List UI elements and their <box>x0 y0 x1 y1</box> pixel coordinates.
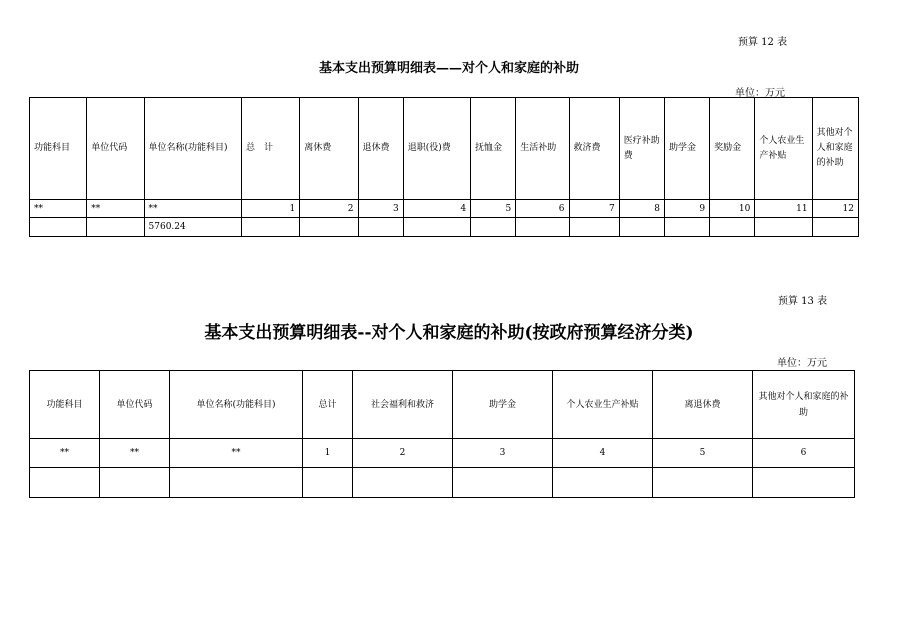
number-cell: 3 <box>358 200 403 218</box>
header-cell: 奖励金 <box>710 98 755 200</box>
number-cell: 5 <box>471 200 516 218</box>
value-cell <box>403 218 470 237</box>
header-cell: 单位代码 <box>87 98 144 200</box>
table12-number-row <box>30 200 859 218</box>
value-cell <box>619 218 664 237</box>
header-cell: 退职(役)费 <box>403 98 470 200</box>
value-cell <box>812 218 858 237</box>
table13-value-row <box>30 468 855 498</box>
table12-header-row <box>30 98 859 200</box>
number-cell: 11 <box>755 200 812 218</box>
number-cell: ** <box>87 200 144 218</box>
number-cell: 6 <box>516 200 569 218</box>
header-cell: 助学金 <box>453 371 553 439</box>
value-cell <box>300 218 358 237</box>
number-cell: 4 <box>553 439 653 468</box>
value-cell <box>358 218 403 237</box>
header-cell: 总 计 <box>242 98 300 200</box>
header-cell: 抚恤金 <box>471 98 516 200</box>
number-cell: 6 <box>753 439 855 468</box>
value-cell <box>553 468 653 498</box>
header-cell: 社会福利和救济 <box>353 371 453 439</box>
header-cell: 功能科目 <box>30 98 87 200</box>
value-cell <box>710 218 755 237</box>
number-cell: 9 <box>664 200 709 218</box>
header-cell: 单位名称(功能科目) <box>144 98 241 200</box>
number-cell: ** <box>30 200 87 218</box>
header-cell: 生活补助 <box>516 98 569 200</box>
header-cell: 单位名称(功能科目) <box>170 371 303 439</box>
value-cell <box>753 468 855 498</box>
table12-title: 基本支出预算明细表——对个人和家庭的补助 <box>318 61 579 76</box>
table12-label: 预算 12 表 <box>738 37 788 48</box>
table12 <box>29 97 859 237</box>
value-cell <box>30 468 100 498</box>
table12-value-row <box>30 218 859 237</box>
table13 <box>29 370 855 498</box>
header-cell: 个人农业生产补贴 <box>553 371 653 439</box>
header-cell: 功能科目 <box>30 371 100 439</box>
header-cell: 助学金 <box>664 98 709 200</box>
value-cell <box>664 218 709 237</box>
value-cell <box>30 218 87 237</box>
number-cell: 1 <box>242 200 300 218</box>
value-cell <box>242 218 300 237</box>
number-cell: 2 <box>300 200 358 218</box>
header-cell: 离休费 <box>300 98 358 200</box>
value-cell <box>453 468 553 498</box>
number-cell: 7 <box>569 200 619 218</box>
value-cell <box>471 218 516 237</box>
value-cell <box>87 218 144 237</box>
number-cell: 3 <box>453 439 553 468</box>
number-cell: 10 <box>710 200 755 218</box>
number-cell: 12 <box>812 200 858 218</box>
number-cell: ** <box>144 200 241 218</box>
table13-number-row <box>30 439 855 468</box>
table13-unit: 单位：万元 <box>777 358 827 369</box>
header-cell: 退休费 <box>358 98 403 200</box>
value-cell <box>569 218 619 237</box>
table13-title: 基本支出预算明细表--对个人和家庭的补助(按政府预算经济分类) <box>204 323 694 343</box>
number-cell: 1 <box>303 439 353 468</box>
value-cell: 5760.24 <box>144 218 241 237</box>
value-cell <box>170 468 303 498</box>
header-cell: 其他对个人和家庭的补助 <box>812 98 858 200</box>
number-cell: ** <box>30 439 100 468</box>
header-cell: 个人农业生产补贴 <box>755 98 812 200</box>
value-cell <box>303 468 353 498</box>
value-cell <box>100 468 170 498</box>
number-cell: 5 <box>653 439 753 468</box>
value-cell <box>516 218 569 237</box>
header-cell: 救济费 <box>569 98 619 200</box>
header-cell: 医疗补助费 <box>619 98 664 200</box>
number-cell: ** <box>170 439 303 468</box>
number-cell: ** <box>100 439 170 468</box>
table13-label: 预算 13 表 <box>778 296 828 307</box>
value-cell <box>353 468 453 498</box>
table12-unit: 单位：万元 <box>735 88 785 99</box>
header-cell: 其他对个人和家庭的补助 <box>753 371 855 439</box>
number-cell: 4 <box>403 200 470 218</box>
number-cell: 8 <box>619 200 664 218</box>
value-cell <box>653 468 753 498</box>
header-cell: 总计 <box>303 371 353 439</box>
header-cell: 离退休费 <box>653 371 753 439</box>
value-cell <box>755 218 812 237</box>
number-cell: 2 <box>353 439 453 468</box>
table13-header-row <box>30 371 855 439</box>
header-cell: 单位代码 <box>100 371 170 439</box>
